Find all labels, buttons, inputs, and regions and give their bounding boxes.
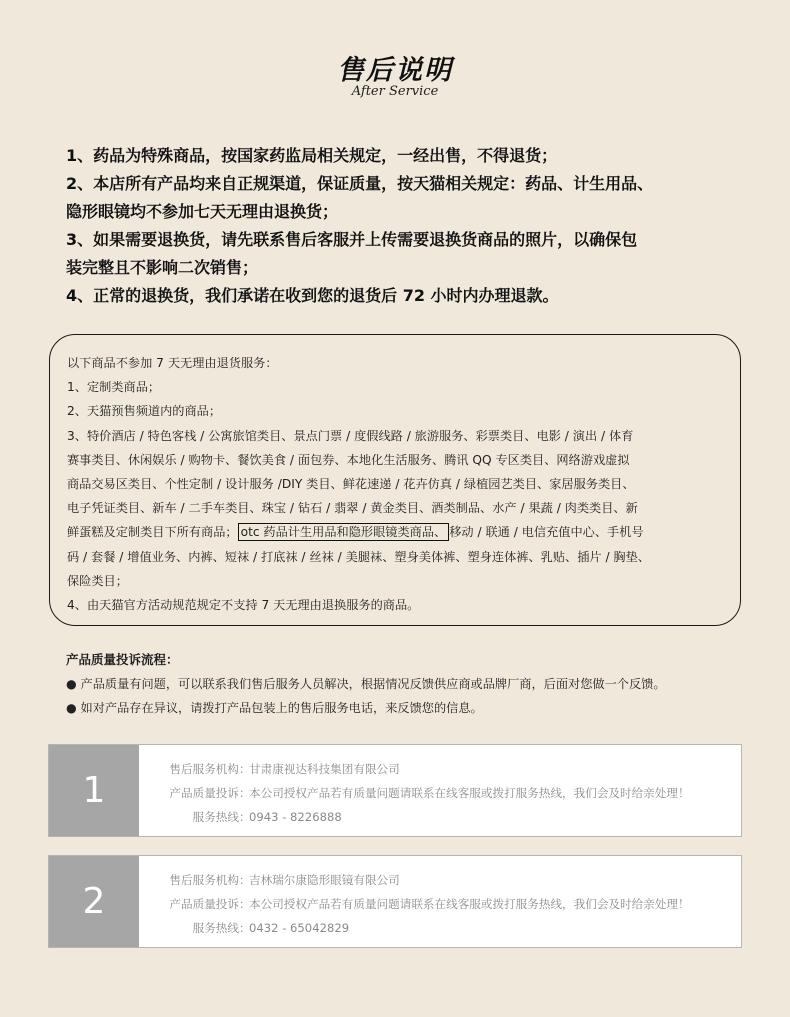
complaint-heading: 产品质量投诉流程：: [66, 652, 179, 667]
org-label: 售后服务机构: [169, 873, 239, 887]
highlighted-exclusion: otc 药品计生用品和隐形眼镜类商品、: [238, 523, 450, 541]
rule-line: 2、本店所有产品均来自正规渠道，保证质量，按天猫相关规定：药品、计生用品、: [66, 174, 654, 193]
service-card: [48, 744, 742, 837]
service-card: [48, 855, 742, 948]
label-colon: ：: [239, 921, 251, 935]
card-number: 1: [49, 745, 139, 836]
rule-line: 装完整且不影响二次销售；: [66, 258, 259, 277]
exclusions-box: [49, 334, 741, 626]
card-row: [141, 781, 741, 805]
complaint-label: 产品质量投诉: [169, 897, 239, 911]
complaint-process: [66, 648, 766, 720]
card-number: 2: [49, 856, 139, 947]
card-details: [141, 757, 741, 829]
card-row: [141, 805, 741, 829]
exclusion-item: 商品交易区类目、个性定制 / 设计服务 /DIY 类目、鲜花速递 / 花卉仿真 / 绿植园艺类目、家居服务类目、: [67, 477, 635, 492]
org-value: 甘肃康视达科技集团有限公司: [249, 762, 400, 776]
exclusion-item: 码 / 套餐 / 增值业务、内裤、短袜 / 打底袜 / 丝袜 / 美腿袜、塑身美体裤、塑身连体裤、乳贴、插片 / 胸垫、: [67, 549, 650, 564]
org-label: 售后服务机构: [169, 762, 239, 776]
page-subtitle: After Service: [351, 84, 439, 99]
card-row: [141, 892, 741, 916]
complaint-value: 本公司授权产品若有质量问题请联系在线客服或拨打服务热线，我们会及时给亲处理！: [249, 786, 690, 800]
rule-line: 1、药品为特殊商品，按国家药监局相关规定，一经出售，不得退货；: [66, 146, 558, 165]
exclusions-intro: 以下商品不参加 7 天无理由退货服务：: [67, 356, 278, 370]
exclusion-item: 保险类目；: [67, 573, 128, 588]
card-row: [141, 757, 741, 781]
complaint-bullet: ● 如对产品存在异议，请拨打产品包装上的售后服务电话，来反馈您的信息。: [66, 701, 483, 715]
exclusion-item: 赛事类目、休闲娱乐 / 购物卡、餐饮美食 / 面包券、本地化生活服务、腾讯 QQ 专区类目、网络游戏虚拟: [67, 452, 630, 467]
hotline-value: 0943 - 8226888: [249, 810, 342, 824]
page-title: 售后说明: [337, 55, 453, 86]
label-colon: ：: [239, 873, 251, 887]
hotline-label: 服务热线: [192, 810, 239, 824]
complaint-label: 产品质量投诉: [169, 786, 239, 800]
exclusion-item: 4、由天猫官方活动规范规定不支持 7 天无理由退换服务的商品。: [67, 598, 420, 613]
hotline-value: 0432 - 65042829: [249, 921, 350, 935]
return-rules: [66, 142, 746, 310]
exclusion-item: 1、定制类商品；: [67, 380, 161, 395]
rule-line: 3、如果需要退换货，请先联系售后客服并上传需要退换货商品的照片，以确保包: [66, 230, 638, 249]
label-colon: ：: [239, 897, 251, 911]
card-details: [141, 868, 741, 940]
label-colon: ：: [239, 762, 251, 776]
complaint-bullet: ● 产品质量有问题，可以联系我们售后服务人员解决，根据情况反馈供应商或品牌厂商，后面对您做一个反馈。: [66, 677, 666, 691]
exclusions-list: [67, 351, 735, 617]
card-row: [141, 916, 741, 940]
exclusion-item: 电子凭证类目、新车 / 二手车类目、珠宝 / 钻石 / 翡翠 / 黄金类目、酒类制品、水产 / 果蔬 / 肉类类目、新: [67, 501, 638, 516]
label-colon: ：: [239, 786, 251, 800]
exclusion-item: [67, 520, 735, 544]
card-row: [141, 868, 741, 892]
rule-line: 隐形眼镜均不参加七天无理由退换货；: [66, 202, 339, 221]
exclusion-text: 移动 / 联通 / 电信充值中心、手机号: [449, 525, 644, 540]
complaint-value: 本公司授权产品若有质量问题请联系在线客服或拨打服务热线，我们会及时给亲处理！: [249, 897, 690, 911]
exclusion-text: 鲜蛋糕及定制类目下所有商品；: [67, 525, 238, 540]
label-colon: ：: [239, 810, 251, 824]
org-value: 吉林瑞尔康隐形眼镜有限公司: [249, 873, 400, 887]
rule-line: 4、正常的退换货，我们承诺在收到您的退货后 72 小时内办理退款。: [66, 286, 559, 305]
exclusion-item: 3、特价酒店 / 特色客栈 / 公寓旅馆类目、景点门票 / 度假线路 / 旅游服务、彩票类目、电影 / 演出 / 体育: [67, 428, 634, 443]
hotline-label: 服务热线: [192, 921, 239, 935]
exclusion-item: 2、天猫预售频道内的商品；: [67, 404, 222, 419]
